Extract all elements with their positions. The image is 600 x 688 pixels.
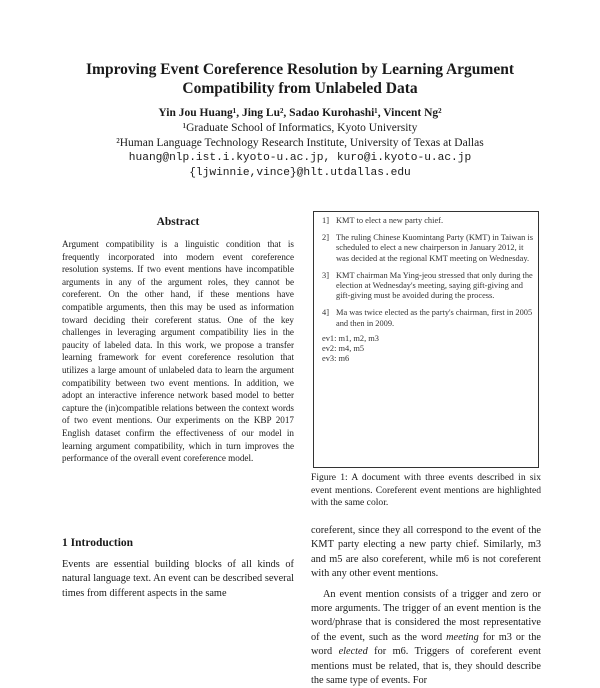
figure-document — [322, 216, 534, 364]
author-names: Yin Jou Huang¹, Jing Lu², Sadao Kurohashi¹, Vincent Ng² — [158, 107, 442, 119]
figure-sentence-3: 3] KMT chairman Ma Ying-jeou stressed that only during the election at Wednesday's meeting, saying gift-giving and gift-giving must be avoided during the process. — [322, 270, 533, 301]
paragraph-event-mention: An event mention consists of a trigger and zero or more arguments. The trigger of an event mention is the word/phrase that is considered the most representative of the event, such as the word meeting for m3 or the word elected for m6. Triggers of coreferent event mentions must be related, that is, they should describe the same type of events. For — [311, 588, 541, 687]
event-chain-3: ev3: m6 — [322, 354, 350, 364]
title-line-2: Compatibility from Unlabeled Data — [182, 80, 418, 97]
affiliation-2: ²Human Language Technology Research Institute, University of Texas at Dallas — [116, 137, 484, 149]
email-line-1: huang@nlp.ist.i.kyoto-u.ac.jp, kuro@i.kyoto-u.ac.jp — [128, 152, 472, 164]
event-chain-2: ev2: m4, m5 — [322, 344, 365, 354]
paper-title — [40, 60, 560, 98]
figure-caption: Figure 1: A document with three events described in six event mentions. Coreferent event mentions are highlighted with the same color. — [311, 472, 541, 509]
emphasis-meeting: meeting — [446, 631, 479, 643]
figure-1 — [313, 211, 539, 468]
figure-sentence-1: 1] KMT to elect a new party chief. — [322, 216, 444, 225]
affiliation-1: ¹Graduate School of Informatics, Kyoto University — [182, 122, 418, 134]
title-line-1: Improving Event Coreference Resolution by Learning Argument — [86, 61, 514, 78]
emphasis-elected: elected — [338, 646, 368, 658]
paragraph-coreferent: coreferent, since they all correspond to the event of the KMT party electing a new party chief. Similarly, m3 and m5 are also coreferent, while m6 is not coreferent with any other event mentions. — [311, 525, 541, 580]
figure-sentence-2: 2] The ruling Chinese Kuomintang Party (KMT) in Taiwan is scheduled to elect a new chairperson in January 2012, it was decided at the regional KMT meeting on Wednesday. — [322, 233, 533, 263]
right-column-body — [311, 524, 541, 688]
intro-heading: 1 Introduction — [62, 537, 134, 549]
figure-event-chains — [322, 334, 534, 365]
intro-text: Events are essential building blocks of all kinds of natural language text. An event can be described several times from different aspects in the same — [62, 559, 294, 599]
event-chain-1: ev1: m1, m2, m3 — [322, 333, 379, 343]
email-line-2: {ljwinnie,vince}@hlt.utdallas.edu — [189, 167, 411, 179]
author-block — [40, 106, 560, 181]
abstract-text: Argument compatibility is a linguistic condition that is frequently incorporated into modern event coreference resolution systems. If two event mentions have incompatible arguments in any of the argument roles, they cannot be coreferent. On the other hand, if these mentions have compatible arguments, then this may be used as information toward deciding their coreferent status. One of the key challenges in leveraging argument compatibility lies in the paucity of labeled data. In this work, we propose a transfer learning framework for event coreference resolution that utilizes a large amount of unlabeled data to learn the argument compatibility between two event mentions. In addition, we adopt an interactive inference network based model to better capture the (in)compatible relations between the context words of two event mentions. Our experiments on the KBP 2017 English dataset confirm the effectiveness of our model in learning argument compatibility, which in turn improves the performance of the overall event coreference model. — [62, 239, 294, 464]
figure-sentence-4: 4] Ma was twice elected as the party's chairman, first in 2005 and then in 2009. — [322, 308, 533, 328]
abstract-heading: Abstract — [156, 216, 200, 228]
